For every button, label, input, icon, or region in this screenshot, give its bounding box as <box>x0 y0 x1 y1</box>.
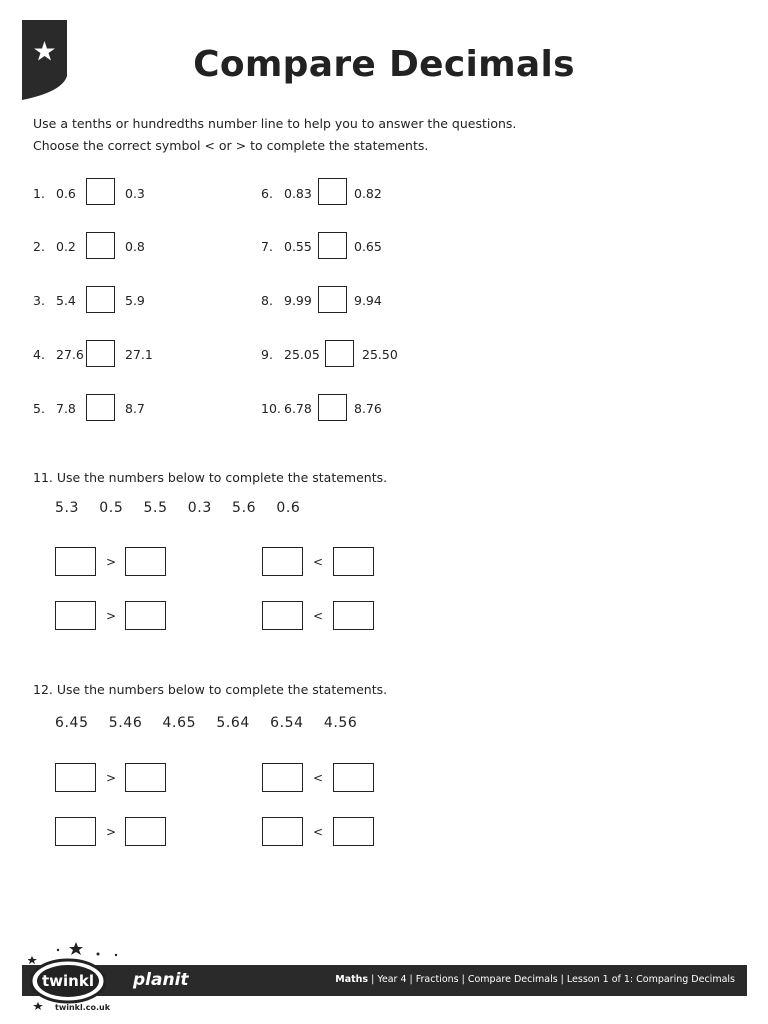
answer-box[interactable] <box>125 817 166 846</box>
question-value-a: 0.6 <box>56 186 76 201</box>
question-value-b: 5.9 <box>125 293 145 308</box>
page-title: Compare Decimals <box>193 44 575 85</box>
answer-box[interactable] <box>333 817 374 846</box>
logo-text: twinkl <box>42 972 94 990</box>
instruction-line-2: Choose the correct symbol < or > to complete the statements. <box>33 138 429 153</box>
answer-box[interactable] <box>262 817 303 846</box>
question-number: 7. <box>261 239 273 254</box>
answer-box[interactable] <box>318 178 347 205</box>
greater-than-symbol: > <box>106 771 117 785</box>
answer-box[interactable] <box>86 232 115 259</box>
greater-than-symbol: > <box>106 609 117 623</box>
question-value-a: 0.2 <box>56 239 76 254</box>
answer-box[interactable] <box>55 763 96 792</box>
question-value-a: 27.6 <box>56 347 84 362</box>
answer-box[interactable] <box>86 394 115 421</box>
question-value-b: 9.94 <box>354 293 382 308</box>
question-value-b: 25.50 <box>362 347 398 362</box>
question-value-b: 0.82 <box>354 186 382 201</box>
answer-box[interactable] <box>125 763 166 792</box>
question-value-a: 0.55 <box>284 239 312 254</box>
answer-box[interactable] <box>318 394 347 421</box>
question-value-b: 0.8 <box>125 239 145 254</box>
question-number: 5. <box>33 401 45 416</box>
question-value-b: 27.1 <box>125 347 153 362</box>
question-value-a: 9.99 <box>284 293 312 308</box>
question-11-numbers: 5.3 0.5 5.5 0.3 5.6 0.6 <box>55 500 301 516</box>
answer-box[interactable] <box>55 601 96 630</box>
footer-bar <box>22 965 747 996</box>
question-value-b: 0.3 <box>125 186 145 201</box>
footer-url: twinkl.co.uk <box>55 1003 111 1012</box>
question-value-b: 8.7 <box>125 401 145 416</box>
footer-breadcrumb <box>335 974 735 985</box>
question-number: 1. <box>33 186 45 201</box>
answer-box[interactable] <box>333 601 374 630</box>
planit-brand: planit <box>133 970 189 990</box>
answer-box[interactable] <box>55 817 96 846</box>
question-value-a: 0.83 <box>284 186 312 201</box>
answer-box[interactable] <box>55 547 96 576</box>
answer-box[interactable] <box>262 763 303 792</box>
answer-box[interactable] <box>125 547 166 576</box>
question-number: 10. <box>261 401 281 416</box>
question-number: 6. <box>261 186 273 201</box>
less-than-symbol: < <box>313 555 324 569</box>
question-value-b: 0.65 <box>354 239 382 254</box>
question-number: 2. <box>33 239 45 254</box>
question-value-a: 5.4 <box>56 293 76 308</box>
less-than-symbol: < <box>313 825 324 839</box>
footer-subject: Maths <box>335 974 369 985</box>
question-11-prompt: 11. Use the numbers below to complete the statements. <box>33 470 388 485</box>
answer-box[interactable] <box>86 340 115 367</box>
question-number: 8. <box>261 293 273 308</box>
answer-box[interactable] <box>333 547 374 576</box>
answer-box[interactable] <box>325 340 354 367</box>
question-value-b: 8.76 <box>354 401 382 416</box>
question-number: 3. <box>33 293 45 308</box>
answer-box[interactable] <box>86 286 115 313</box>
question-number: 9. <box>261 347 273 362</box>
footer-path: | Year 4 | Fractions | Compare Decimals | Lesson 1 of 1: Comparing Decimals <box>368 974 735 985</box>
answer-box[interactable] <box>86 178 115 205</box>
answer-box[interactable] <box>333 763 374 792</box>
question-value-a: 25.05 <box>284 347 320 362</box>
question-value-a: 6.78 <box>284 401 312 416</box>
less-than-symbol: < <box>313 609 324 623</box>
answer-box[interactable] <box>125 601 166 630</box>
question-number: 4. <box>33 347 45 362</box>
question-12-numbers: 6.45 5.46 4.65 5.64 6.54 4.56 <box>55 715 358 731</box>
instruction-line-1: Use a tenths or hundredths number line to help you to answer the questions. <box>33 116 517 131</box>
answer-box[interactable] <box>262 547 303 576</box>
question-value-a: 7.8 <box>56 401 76 416</box>
answer-box[interactable] <box>318 286 347 313</box>
answer-box[interactable] <box>318 232 347 259</box>
greater-than-symbol: > <box>106 555 117 569</box>
question-12-prompt: 12. Use the numbers below to complete the statements. <box>33 682 388 697</box>
less-than-symbol: < <box>313 771 324 785</box>
twinkl-logo-icon <box>28 942 128 1012</box>
greater-than-symbol: > <box>106 825 117 839</box>
answer-box[interactable] <box>262 601 303 630</box>
